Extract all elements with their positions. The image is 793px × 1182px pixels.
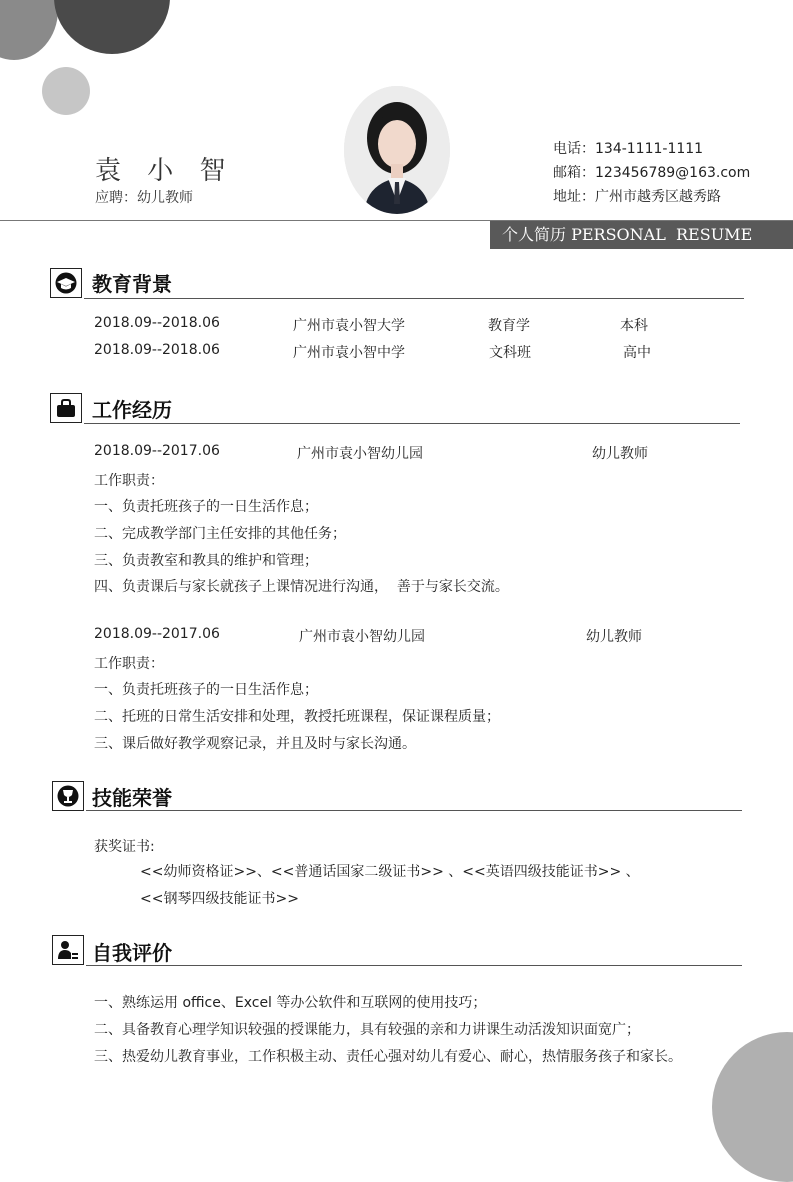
edu-major: 文科班: [489, 345, 531, 361]
self-eval-item: 二、具备教育心理学知识较强的授课能力，具有较强的亲和力讲课生动活泼知识面宽广；: [94, 1022, 640, 1038]
section-divider-skills: [86, 810, 742, 811]
job-duty: 四、负责课后与家长就孩子上课情况进行沟通， 善于与家长交流。: [94, 579, 509, 595]
decor-circle-corner: [712, 1032, 793, 1182]
job-position: 幼儿教师: [586, 629, 642, 645]
section-title-education: 教育背景: [92, 272, 172, 296]
contact-phone: 电话：134-1111-1111: [553, 141, 704, 157]
decor-circle-light: [42, 67, 90, 115]
job-period: 2018.09--2017.06: [94, 626, 220, 642]
job-duty: 三、负责教室和教具的维护和管理；: [94, 553, 318, 569]
section-divider-education: [84, 298, 744, 299]
skills-label: 获奖证书:: [94, 839, 155, 855]
edu-school: 广州市袁小智大学: [293, 318, 405, 334]
job-duty: 一、负责托班孩子的一日生活作息；: [94, 682, 318, 698]
briefcase-icon: [50, 393, 82, 423]
edu-period: 2018.09--2018.06: [94, 342, 220, 358]
trophy-icon: [52, 781, 84, 811]
job-duty: 一、负责托班孩子的一日生活作息；: [94, 499, 318, 515]
profile-photo: [344, 86, 450, 214]
section-title-work: 工作经历: [92, 398, 172, 422]
graduation-cap-icon: [50, 268, 82, 298]
job-position: 幼儿教师: [592, 446, 648, 462]
self-eval-item: 一、熟练运用 office、Excel 等办公软件和互联网的使用技巧；: [94, 995, 487, 1011]
section-divider-self: [86, 965, 742, 966]
section-divider-work: [84, 423, 740, 424]
candidate-name: 袁 小 智: [95, 156, 235, 186]
section-title-skills: 技能荣誉: [92, 786, 172, 810]
skills-certificates-line: <<钢琴四级技能证书>>: [140, 891, 299, 907]
decor-circle-dark: [54, 0, 170, 54]
decor-circle-gray: [0, 0, 58, 60]
applied-position: 应聘：幼儿教师: [95, 190, 193, 206]
contact-address: 地址：广州市越秀区越秀路: [553, 189, 721, 205]
job-company: 广州市袁小智幼儿园: [297, 446, 423, 462]
self-eval-item: 三、热爱幼儿教育事业，工作积极主动、责任心强对幼儿有爱心、耐心，热情服务孩子和家长。: [94, 1049, 682, 1065]
edu-period: 2018.09--2018.06: [94, 315, 220, 331]
job-duty-label: 工作职责：: [94, 473, 164, 489]
skills-certificates-line: <<幼师资格证>>、<<普通话国家二级证书>> 、<<英语四级技能证书>> 、: [140, 864, 640, 880]
job-duty: 二、托班的日常生活安排和处理，教授托班课程，保证课程质量；: [94, 709, 500, 725]
user-icon: [52, 935, 84, 965]
resume-banner: 个人简历 PERSONAL RESUME: [490, 221, 793, 249]
contact-email: 邮箱：123456789@163.com: [553, 165, 751, 181]
job-duty: 二、完成教学部门主任安排的其他任务；: [94, 526, 346, 542]
section-title-self: 自我评价: [92, 941, 172, 965]
job-period: 2018.09--2017.06: [94, 443, 220, 459]
edu-degree: 本科: [620, 318, 648, 334]
edu-major: 教育学: [488, 318, 530, 334]
job-duty: 三、课后做好教学观察记录，并且及时与家长沟通。: [94, 736, 416, 752]
job-duty-label: 工作职责：: [94, 656, 164, 672]
edu-school: 广州市袁小智中学: [293, 345, 405, 361]
edu-degree: 高中: [623, 345, 651, 361]
job-company: 广州市袁小智幼儿园: [299, 629, 425, 645]
